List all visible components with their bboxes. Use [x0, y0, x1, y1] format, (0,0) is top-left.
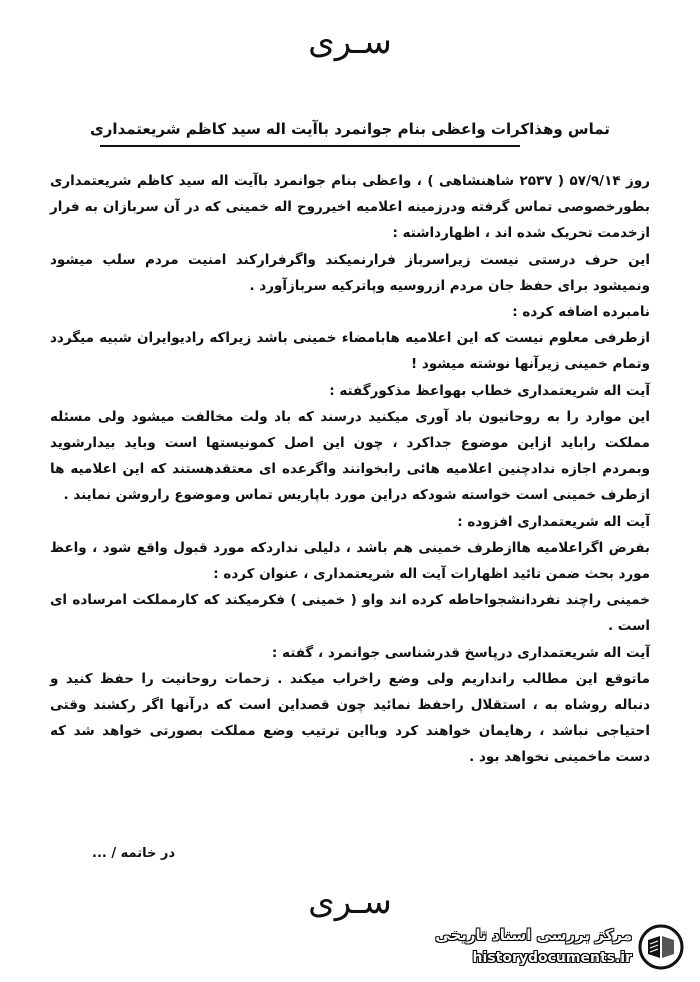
document-title: تماس وهذاکرات واعظی بنام جوانمرد باآیت اله سید کاظم شریعتمداری [90, 120, 610, 138]
paragraph-11: ماتوقع این مطالب رانداریم ولی وضع راخراب میکند . زحمات روحانیت را حفظ کنید و دنباله روشاه به ، استقلال راحفظ نمائید چون قصداین است که درآنها اگر رکشند وقتی احتیاجی نباشد ، رهایمان خواهند کرد وبااین ترتیب وضع مملکت بصورتی خواهد شد که دست ماخمینی نخواهد بود . [50, 670, 650, 766]
paragraph-8: بفرض اگراعلامیه هاازطرف خمینی هم باشد ، دلیلی نداردکه مورد قبول واقع شود ، واعظ مورد بحث ضمن تائید اظهارات آیت اله شریعتمداری ، عنوان کرده : [50, 539, 650, 583]
paragraph-1: روز ۵۷/۹/۱۴ ( ۲۵۳۷ شاهنشاهی ) ، واعظی بنام جوانمرد باآیت اله سید کاظم شریعتمداری بطورخصوصی تماس گرفته ودرزمینه اعلامیه اخیرروح اله خمینی که در آن سربازان به فرار ازخدمت تحریک شده اند ، اظهارداشته : [50, 173, 650, 242]
paragraph-2: این حرف درستی نیست زیراسرباز فرارنمیکند واگرفرارکند امنیت مردم سلب میشود ونمیشود برای حفظ جان مردم ازروسیه وپاترکیه سربازآورد . [50, 251, 650, 294]
book-emblem-icon [638, 924, 684, 970]
watermark [420, 922, 690, 974]
watermark-org-name: مرکز بررسی اسناد تاریخی [435, 926, 632, 944]
paragraph-9: خمینی راچند نفردانشجواحاطه کرده اند واو ( خمینی ) فکرمیکند که کارمملکت امرساده ای است . [50, 592, 650, 635]
paragraph-7: آیت اله شریعتمداری افزوده : [457, 513, 650, 530]
classification-stamp-bottom: سـری [308, 882, 392, 922]
paragraph-5: آیت اله شریعتمداری خطاب بهواعظ مذکورگفته : [329, 382, 650, 399]
paragraph-4: ازطرفی معلوم نیست که این اعلامیه هابامضاء خمینی باشد زیراکه رادیوایران شبیه میگردد وتمام خمینی زیرآنها نوشته میشود ! [50, 330, 650, 373]
watermark-url: historydocuments.ir [472, 950, 632, 966]
closing-reference: در خاتمه / ... [92, 846, 176, 861]
title-underline [100, 145, 520, 147]
paragraph-3: نامبرده اضافه کرده : [512, 304, 650, 321]
paragraph-10: آیت اله شریعتمداری درپاسخ قدرشناسی جوانمرد ، گفته : [271, 644, 650, 661]
document-body [50, 168, 650, 771]
paragraph-6: این موارد را به روحانیون باد آوری میکنید درسند که باد ولت مخالفت میشود ولی مسئله مملکت راباید ازاین موضوع جداکرد ، چون این اصل کمونیستها است وباید بیدارشوید وبمردم اجازه ندادچنین اعلامیه هائی رابخوانند واگرعده ای معتقدهستند که این اعلامیه ها ازطرف خمینی است خواسته شودکه دراین مورد باپاریس تماس وموضوع راروشن نمایند . [50, 408, 650, 504]
classification-stamp-top: سـری [308, 22, 392, 62]
